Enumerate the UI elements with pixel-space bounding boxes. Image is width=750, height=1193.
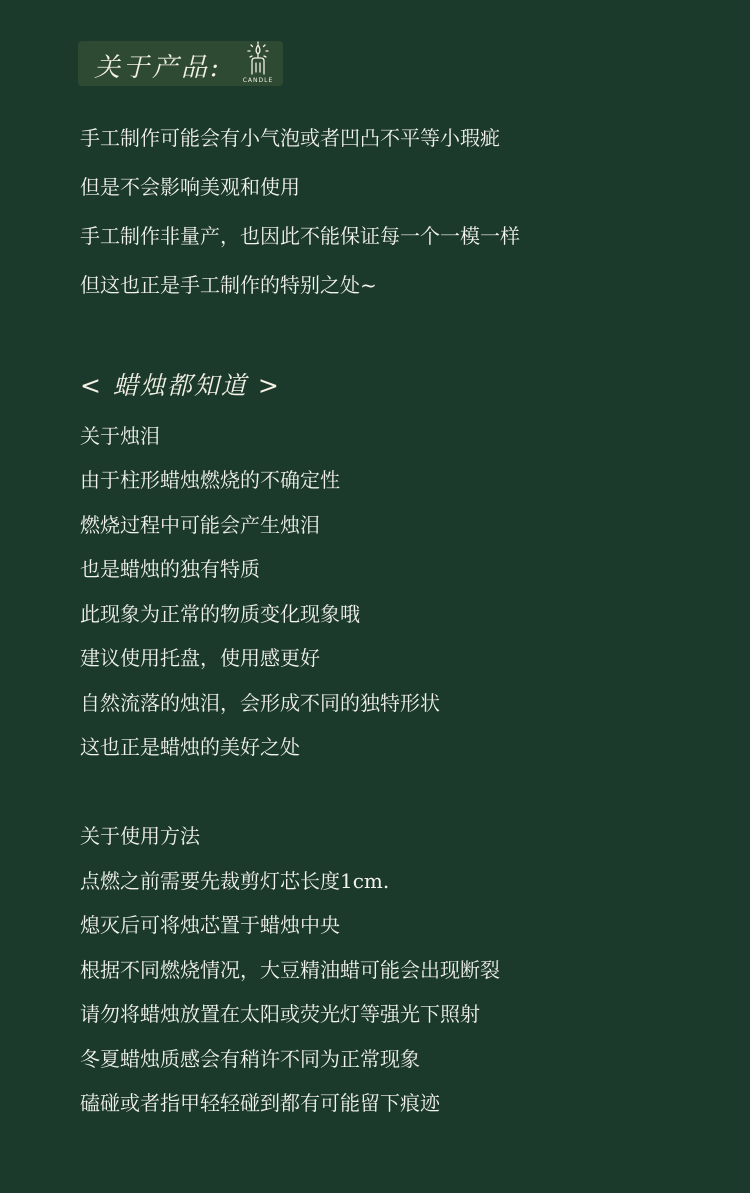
tears-line-4: 此现象为正常的物质变化现象哦 [80, 602, 360, 626]
usage-line-6: 磕碰或者指甲轻轻碰到都有可能留下痕迹 [80, 1091, 440, 1115]
product-line-1: 手工制作可能会有小气泡或者凹凸不平等小瑕疵 [80, 126, 500, 150]
header-badge [78, 41, 283, 86]
usage-line-1: 点燃之前需要先裁剪灯芯长度1cm. [80, 869, 390, 893]
tears-line-2: 燃烧过程中可能会产生烛泪 [80, 513, 320, 537]
header-title: 关于产品: [94, 53, 222, 83]
product-line-2: 但是不会影响美观和使用 [80, 175, 300, 199]
candle-logo-text: CANDLE [242, 77, 274, 84]
usage-title: 关于使用方法 [80, 824, 200, 848]
usage-line-5: 冬夏蜡烛质感会有稍许不同为正常现象 [80, 1047, 420, 1071]
product-line-3: 手工制作非量产，也因此不能保证每一个一模一样 [80, 224, 520, 248]
usage-line-2: 熄灭后可将烛芯置于蜡烛中央 [80, 913, 340, 937]
tears-title: 关于烛泪 [80, 424, 160, 448]
tears-line-1: 由于柱形蜡烛燃烧的不确定性 [80, 468, 340, 492]
tears-line-7: 这也正是蜡烛的美好之处 [80, 735, 300, 759]
tears-line-5: 建议使用托盘，使用感更好 [80, 646, 320, 670]
usage-line-3: 根据不同燃烧情况，大豆精油蜡可能会出现断裂 [80, 958, 500, 982]
tears-line-3: 也是蜡烛的独有特质 [80, 557, 260, 581]
section-heading: < 蜡烛都知道 > [80, 371, 281, 400]
tears-line-6: 自然流落的烛泪，会形成不同的独特形状 [80, 691, 440, 715]
product-line-4: 但这也正是手工制作的特别之处~ [80, 273, 377, 297]
usage-line-4: 请勿将蜡烛放置在太阳或荧光灯等强光下照射 [80, 1002, 480, 1026]
